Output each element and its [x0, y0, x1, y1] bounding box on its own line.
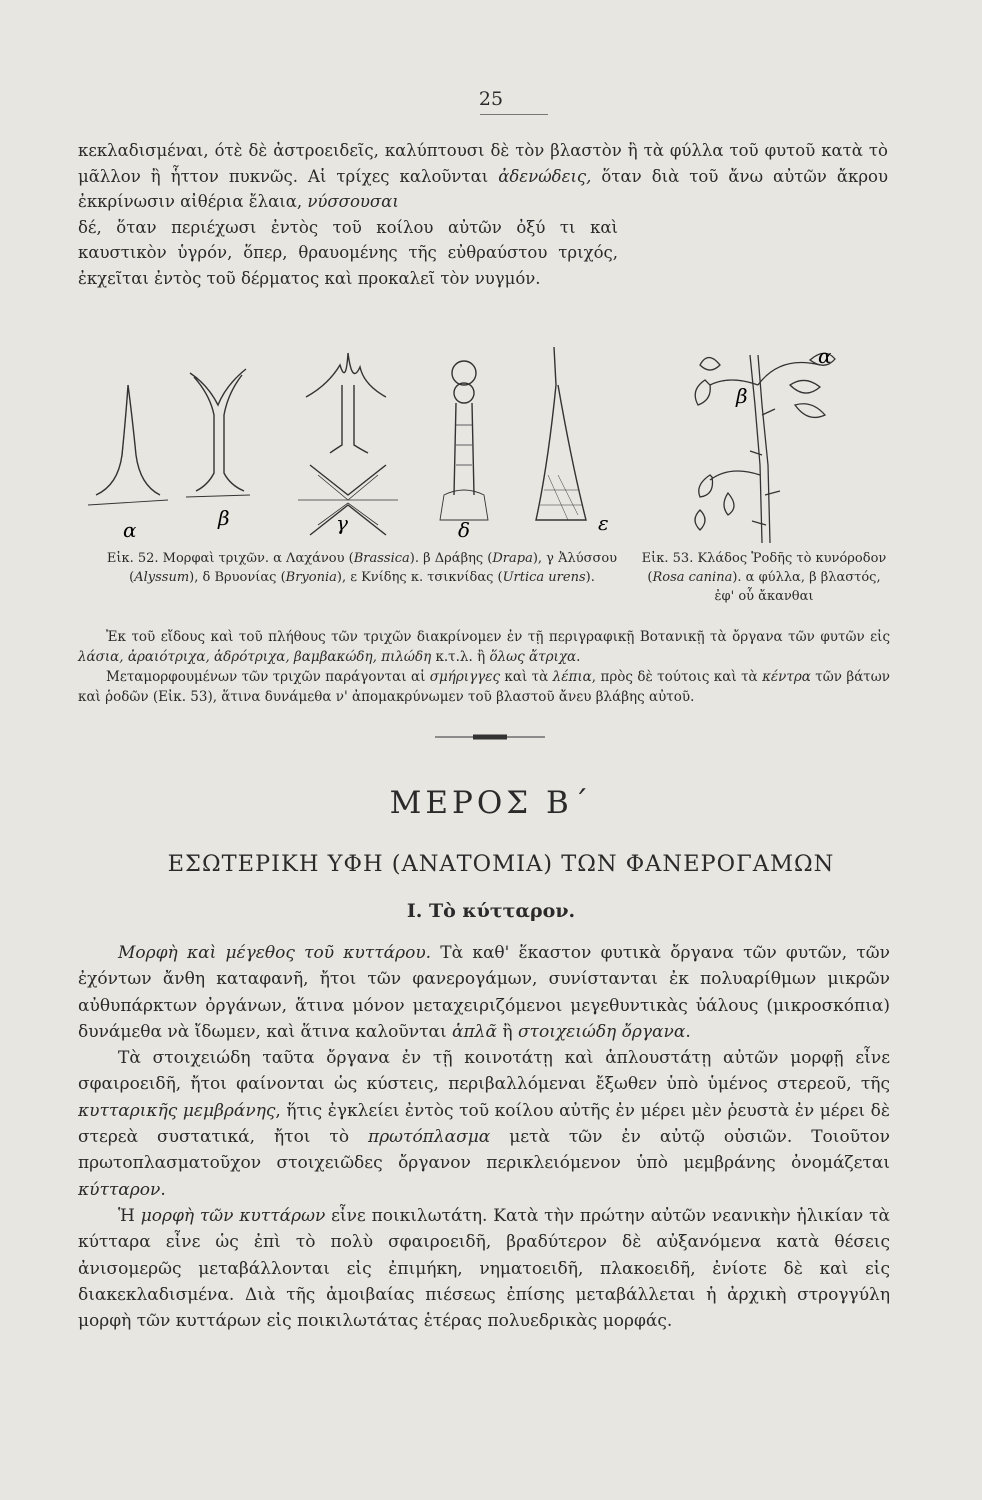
text-run: καὶ τὰ [500, 669, 553, 685]
italic-term: σμήριγγες [429, 669, 501, 685]
hair-a-drawing [88, 385, 168, 505]
italic-term: κέντρα [762, 669, 811, 685]
label-alpha: α [818, 345, 832, 368]
italic-term: Rosa canina [652, 570, 733, 585]
italic-term: νύσσουσαι [307, 192, 399, 211]
paragraph [78, 940, 890, 1045]
italic-term: ἀδενώδεις, [498, 166, 592, 186]
text-run: , πρὸς δὲ τούτοις καὶ τὰ [591, 669, 763, 685]
label-beta: β [736, 384, 748, 408]
part-subtitle: ΕΣΩΤΕΡΙΚΗ ΥΦΗ (ΑΝΑΤΟΜΙΑ) ΤΩΝ ΦΑΝΕΡΟΓΑΜΩΝ [167, 851, 835, 877]
italic-term: Drapa [492, 551, 533, 566]
paragraph [78, 667, 890, 707]
figure-53-caption [640, 549, 888, 606]
text-run: , ἥτις ἐγκλείει ἐντὸς τοῦ κοίλου αὐτῆς ἐν μέρει μὲν ῥευστὰ ἐν μέρει δὲ στερεὰ συστατικά, ἤτοι τὸ [78, 1100, 890, 1148]
text-run: ). [585, 570, 595, 585]
paragraph [78, 1045, 890, 1203]
hair-types-paragraph [78, 627, 890, 707]
text-run: Εἰκ. 53. Κλάδος Ῥοδῆς τὸ κυνόροδον ( [641, 551, 887, 585]
text-run: ). β Δράβης ( [409, 551, 493, 566]
text-run: ), γ Ἀλύσσου ( [129, 551, 618, 585]
italic-term: κυτταρικῆς μεμβράνης [78, 1100, 276, 1121]
figure-52-caption [92, 549, 632, 587]
text-run: εἶνε ποικιλωτάτη. Κατὰ τὴν πρώτην αὐτῶν νεανικὴν ἡλικίαν τὰ κύτταρα εἶνε ὡς ἐπὶ τὸ πολὺ σφαιροειδῆ, βραδύτερον δὲ αὐξανόμενα κατὰ θέσεις ἀνισομερῶς μεταβάλλονται εἰς ἐπιμήκη, νηματοειδῆ, πλακοειδῆ, ἐνίοτε δὲ καὶ εἰς διακεκλαδισμένα. Διὰ τῆς ἀμοιβαίας πιέσεως ἐπίσης μεταβάλλεται ἡ ἀρχικὴ στρογγύλη μορφὴ τῶν κυττάρων εἰς ποικιλωτάτας ἑτέρας πολυεδρικὰς μορφάς. [78, 1205, 890, 1332]
text-run: ), δ Βρυονίας ( [189, 570, 286, 585]
italic-term: στοιχειώδη ὄργανα [517, 1021, 686, 1042]
label-delta: δ [458, 518, 471, 542]
italic-term: Brassica [353, 551, 410, 566]
text-run: κ.τ.λ. ἢ [431, 649, 490, 665]
text-run: ἢ [496, 1021, 518, 1042]
text-run: Ἐκ τοῦ εἴδους καὶ τοῦ πλήθους τῶν τριχῶν διακρίνομεν ἐν τῇ περιγραφικῇ Βοτανικῇ τὰ ὄργανα τῶν φυτῶν εἰς [106, 629, 890, 645]
italic-term: λάσια, ἀραιότριχα, ἁδρότριχα, βαμβακώδη, πιλώδη [78, 649, 432, 665]
italic-term: μορφὴ τῶν κυττάρων [140, 1205, 326, 1226]
text-run: Μεταμορφουμένων τῶν τριχῶν παράγονται αἱ [106, 669, 430, 685]
figure-52-hair-forms [78, 345, 638, 543]
italic-term: πρωτόπλασμα [368, 1127, 491, 1148]
paragraph [78, 1203, 890, 1334]
page-number: 25 [478, 88, 504, 110]
text-run: τῶν βάτων καὶ ῥοδῶν (Εἰκ. 53), ἅτινα δυνάμεθα ν' ἀπομακρύνωμεν τοῦ βλαστοῦ ἄνευ βλάβης αὐτοῦ. [78, 669, 890, 705]
page-number-rule [480, 114, 548, 115]
section-divider-ornament [435, 733, 545, 741]
hair-d-drawing [440, 361, 488, 520]
text-run: ). α φύλλα, β βλαστός, ἐφ' οὗ ἄκανθαι [714, 570, 881, 604]
italic-term: Alyssum [134, 570, 190, 585]
label-beta: β [218, 506, 230, 530]
italic-term: Μορφὴ καὶ μέγεθος τοῦ κυττάρου. [118, 943, 432, 963]
text-run: ), ε Κνίδης κ. τσικνίδας ( [336, 570, 503, 585]
hair-b-drawing [186, 369, 250, 497]
hair-e-drawing [536, 347, 586, 520]
label-epsilon: ε [598, 511, 609, 535]
italic-term: Urtica urens [502, 570, 586, 585]
label-gamma: γ [336, 511, 348, 535]
label-alpha: α [123, 518, 137, 542]
italic-term: ὅλως ἄτριχα [489, 649, 577, 665]
main-text [78, 940, 890, 1334]
text-run: Εἰκ. 52. Μορφαὶ τριχῶν. α Λαχάνου ( [106, 551, 354, 566]
text-run: . [685, 1021, 691, 1042]
italic-term: ἁπλᾶ [452, 1021, 497, 1042]
text-run: μετὰ τῶν ἐν αὐτῷ οὐσιῶν. Τοιοῦτον πρωτοπλασματοῦχον στοιχειῶδες ὄργανον περικλειόμενον ὑπὸ μεμβράνης ὀνομάζεται [78, 1127, 891, 1174]
part-title: ΜΕΡΟΣ Β΄ [389, 785, 593, 821]
text-run: Ἡ [118, 1205, 141, 1226]
hair-g-drawing [298, 353, 398, 535]
text-run: Τὰ στοιχειώδη ταῦτα ὄργανα ἐν τῇ κοινοτάτῃ καὶ ἁπλουστάτῃ αὐτῶν μορφῇ εἶνε σφαιροειδῆ, ἤτοι φαίνονται ὡς κύστεις, περιβαλλόμεναι ἔξωθεν ὑπὸ ὑμένος στερεοῦ, τῆς [78, 1048, 890, 1095]
top-paragraph [78, 138, 888, 291]
text-run: . [576, 649, 581, 665]
text-run: Τὰ καθ' ἕκαστον φυτικὰ ὄργανα τῶν φυτῶν, τῶν ἐχόντων ἄνθη καταφανῆ, ἤτοι τῶν φανερογάμων, συνίστανται ἐκ πολυαρίθμων μικρῶν αὐθυπάρκτων ὀργάνων, ἅτινα μόνον μεταχειριζόμενοι μεγεθυντικὰς ὑάλους (μικροσκόπια) δυνάμεθα νὰ ἴδωμεν, καὶ ἅτινα καλοῦνται [78, 943, 890, 1042]
text-run: κεκλαδισμέναι, ότὲ δὲ ἀστροειδεῖς, καλύπτουσι δὲ τὸν βλαστὸν ἢ τὰ φύλλα τοῦ φυτοῦ κατὰ τὸ μᾶλλον ἢ ἧττον πυκνῶς. Αἱ τρίχες καλοῦνται [78, 141, 888, 186]
italic-term: κύτταρον [78, 1179, 161, 1200]
italic-term: λέπια [552, 669, 592, 685]
paragraph [78, 627, 890, 667]
section-heading: I. Τὸ κύτταρον. [406, 900, 576, 922]
text-run: ὅταν διὰ τοῦ ἄνω αὐτῶν ἄκρου ἐκκρίνωσιν αἰθέρια ἔλαια, [78, 166, 888, 211]
figure-53-rose-branch [650, 345, 895, 543]
italic-term: Bryonia [285, 570, 337, 585]
text-run: . [160, 1179, 166, 1200]
text-run: δέ, ὅταν περιέχωσι ἐντὸς τοῦ κοίλου αὐτῶν ὀξύ τι καὶ καυστικὸν ὑγρόν, ὅπερ, θραυομένης τῆς εὐθραύστου τριχός, ἐκχεῖται ἐντὸς τοῦ δέρματος καὶ προκαλεῖ τὸν νυγμόν. [78, 217, 618, 288]
